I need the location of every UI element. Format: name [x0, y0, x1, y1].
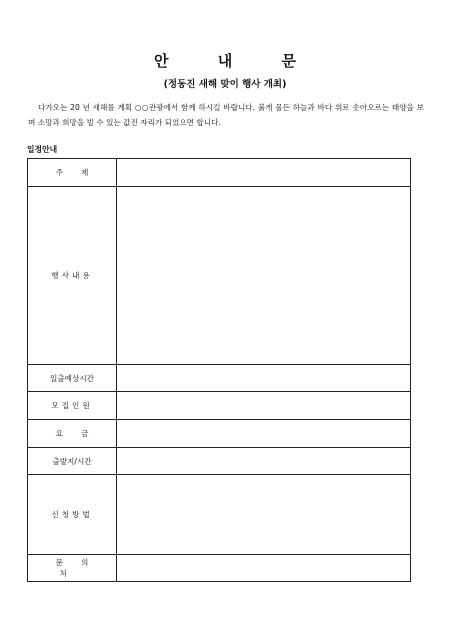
document-subtitle: (정동진 새해 맞이 행사 개최)	[163, 79, 287, 90]
row-label-sunrise-time: 일출예상시간	[28, 365, 117, 392]
row-label-topic: 주제	[28, 159, 117, 187]
row-value-event-details	[117, 187, 411, 365]
table-row	[28, 555, 411, 582]
table-row	[28, 159, 411, 187]
table-row	[28, 448, 411, 475]
row-value-capacity	[117, 392, 411, 420]
row-value-sunrise-time	[117, 365, 411, 392]
row-label-departure: 출발지/시간	[28, 448, 117, 475]
row-value-application	[117, 475, 411, 555]
schedule-table	[27, 158, 411, 582]
table-row	[28, 475, 411, 555]
row-label-event-details: 행사내용	[28, 187, 117, 365]
row-label-application: 신청방법	[28, 475, 117, 555]
intro-paragraph: 다가오는 20 년 새해를 계획 ○○관광에서 함께 하시길 바랍니다. 붉게 물든 하늘과 바다 위로 솟아오르는 태양을 보며 소망과 희망을 빌 수 있는 값진 자리가 되었으면 합니다.	[28, 103, 424, 127]
row-label-fee: 요금	[28, 420, 117, 448]
row-value-inquiry	[117, 555, 411, 582]
table-row	[28, 392, 411, 420]
row-value-fee	[117, 420, 411, 448]
document-title: 안 내 문	[154, 52, 318, 70]
section-label: 일정안내	[27, 145, 58, 154]
table-row	[28, 420, 411, 448]
row-value-departure	[117, 448, 411, 475]
row-label-inquiry: 문의처	[28, 555, 117, 582]
row-label-capacity: 모집인원	[28, 392, 117, 420]
table-row	[28, 365, 411, 392]
table-row	[28, 187, 411, 365]
row-value-topic	[117, 159, 411, 187]
